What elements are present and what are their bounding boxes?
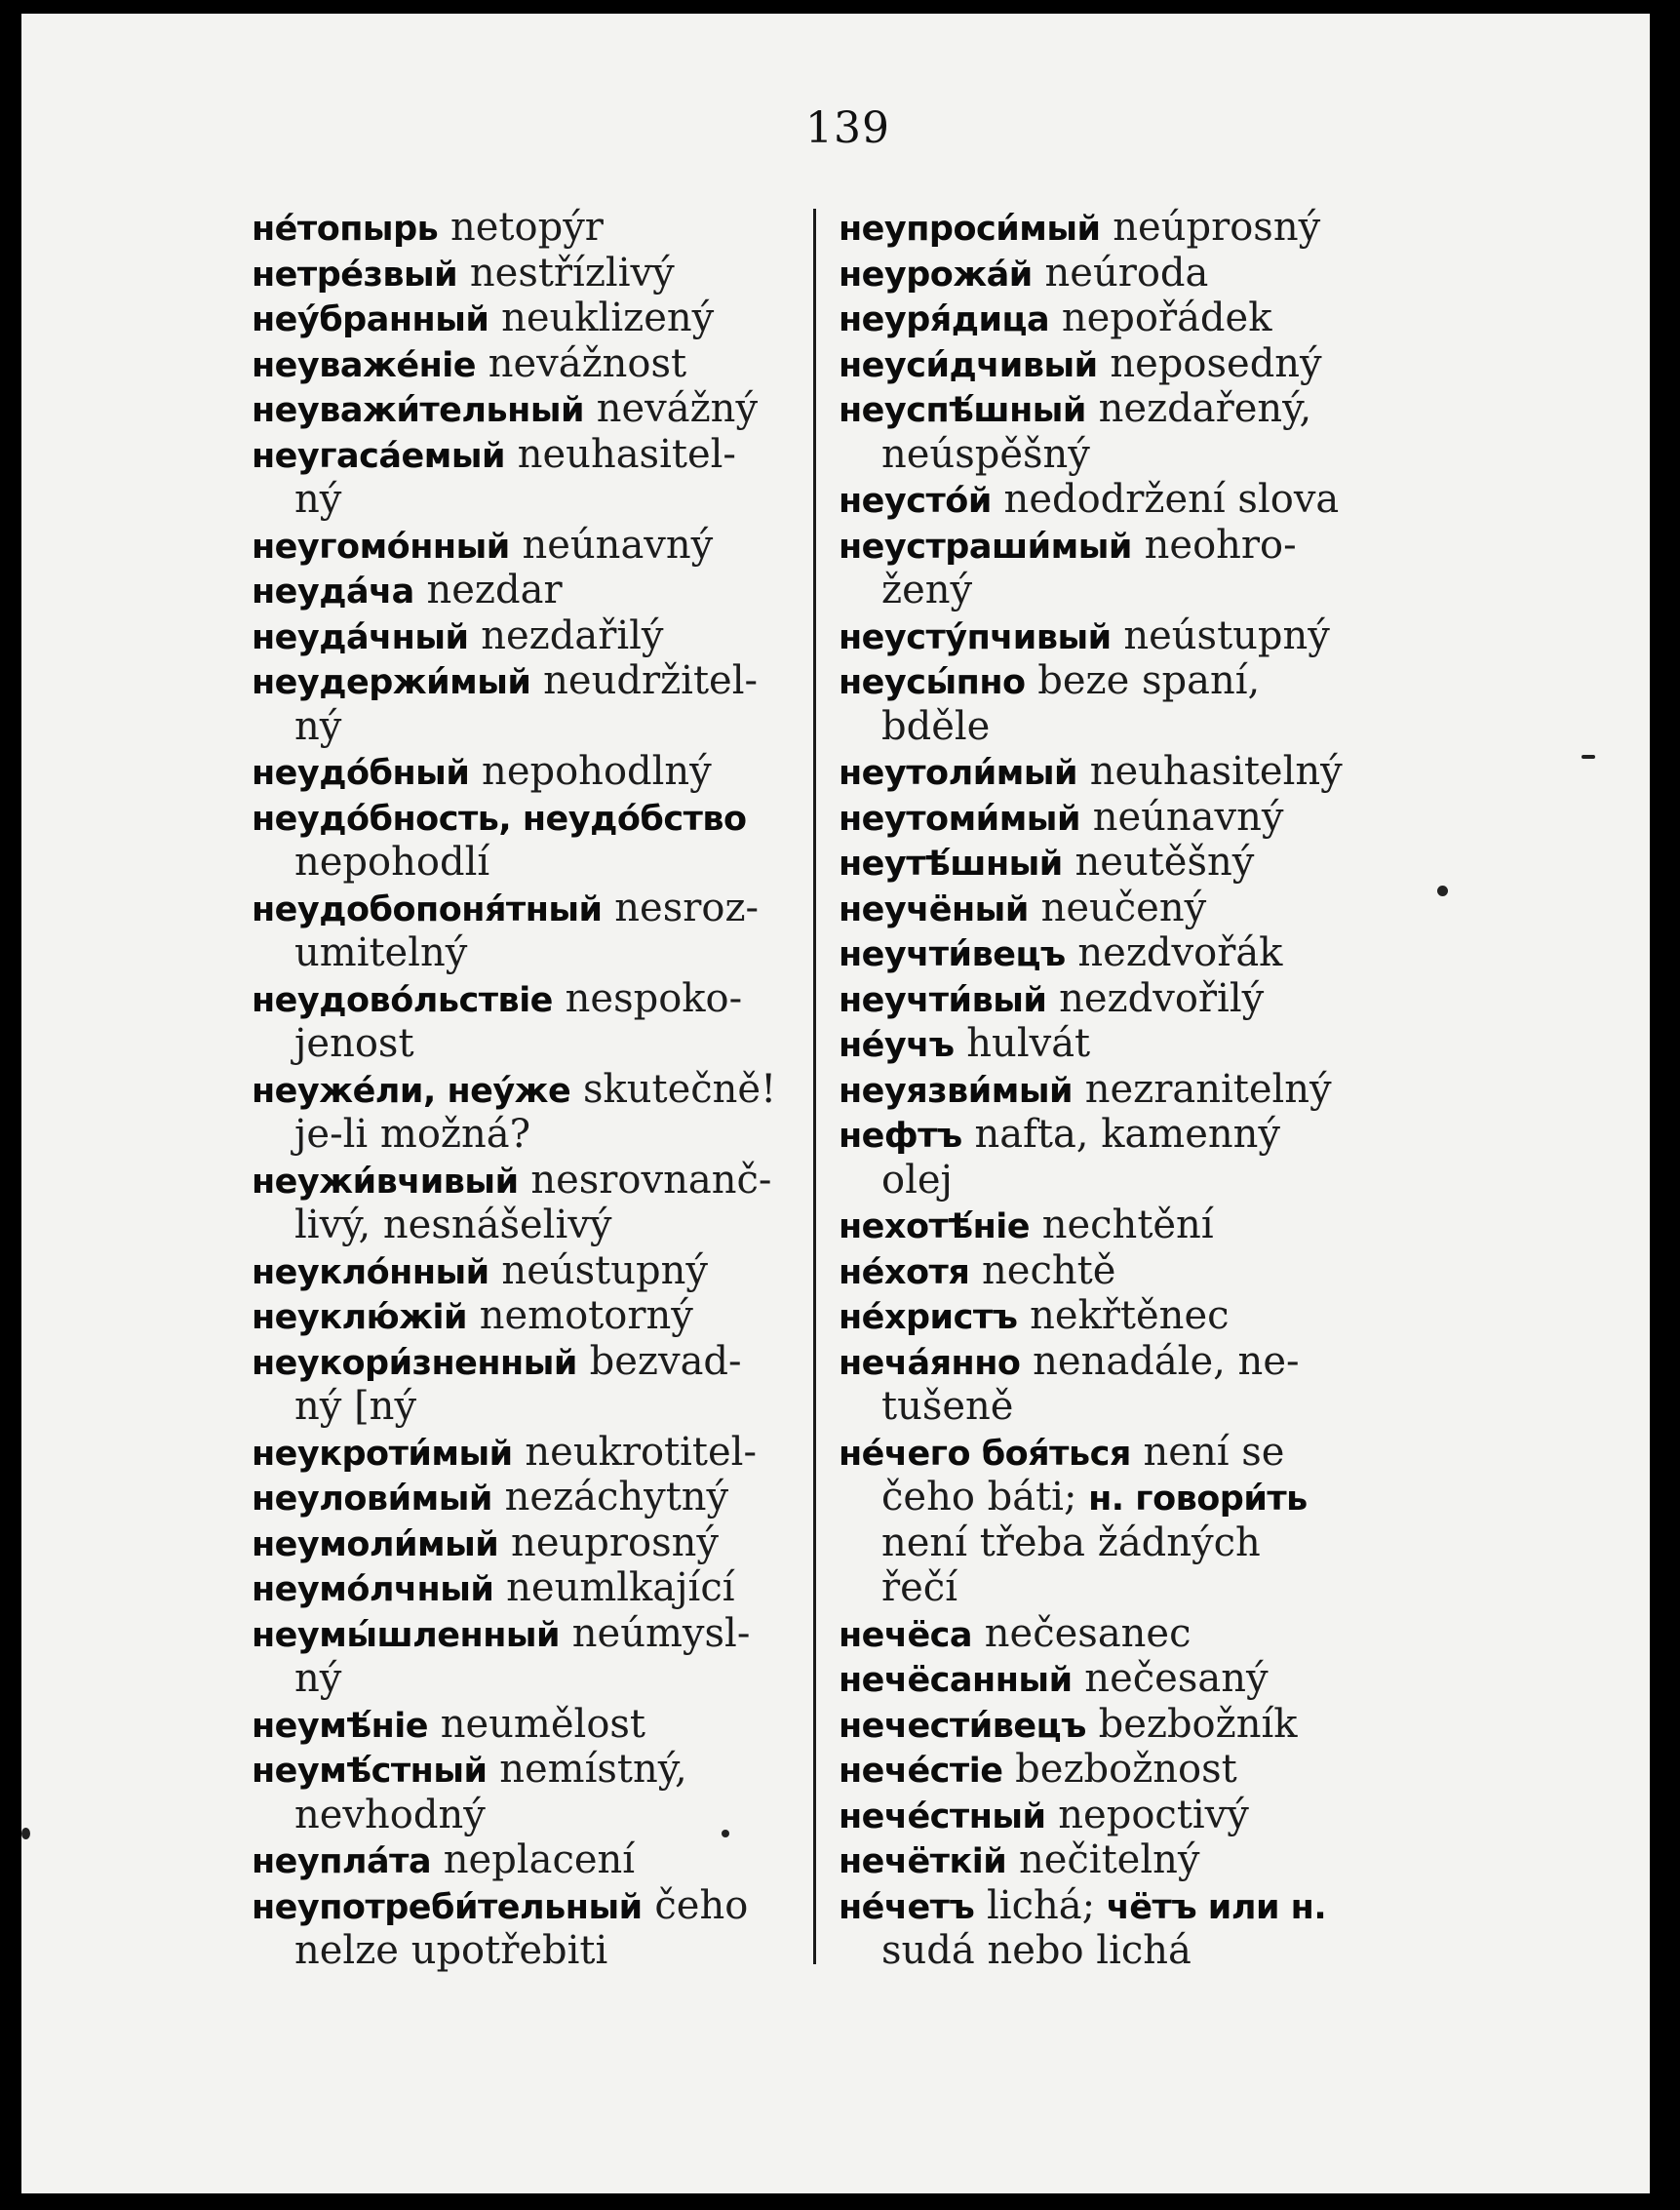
- dictionary-entry: [252, 341, 829, 387]
- translation: nepořádek: [1049, 296, 1272, 340]
- headword: нефтъ: [839, 1117, 962, 1156]
- dictionary-entry: [839, 1747, 1414, 1793]
- left-column: [252, 205, 829, 1974]
- headword: нéтопырь: [252, 210, 439, 249]
- dictionary-entry: [252, 976, 829, 1022]
- translation-continuation: tušeně: [881, 1384, 1014, 1429]
- translation: nedodržení slova: [991, 477, 1340, 522]
- translation-continuation: bděle: [881, 703, 991, 749]
- dictionary-entry: [839, 1339, 1414, 1385]
- entry-continuation-line: [252, 1656, 829, 1702]
- dictionary-entry: [839, 341, 1414, 387]
- dictionary-entry: [252, 613, 829, 659]
- headword: неудóбный: [252, 754, 470, 793]
- translation-continuation: neúspěšný: [881, 431, 1090, 477]
- right-column: [839, 205, 1414, 1974]
- translation-continuation: jenost: [294, 1021, 414, 1066]
- headword: неумóлчный: [252, 1570, 494, 1609]
- headword: неуважéніе: [252, 345, 476, 385]
- headword: нечáянно: [839, 1343, 1021, 1383]
- headword: нéхристъ: [839, 1298, 1018, 1337]
- translation: neúmysl-: [560, 1610, 751, 1656]
- translation-continuation: nevhodný: [294, 1792, 486, 1837]
- headword: нечёткій: [839, 1842, 1007, 1881]
- entry-continuation-line: [839, 568, 1414, 613]
- dictionary-entry: [839, 1248, 1414, 1294]
- headword: неучти́вый: [839, 980, 1047, 1020]
- translation-continuation: je-li možná?: [294, 1112, 531, 1157]
- page-number: 139: [805, 103, 890, 153]
- headword: нечéстный: [839, 1796, 1046, 1836]
- headword: нехотѣ́ніе: [839, 1207, 1030, 1246]
- dictionary-entry: [252, 795, 829, 841]
- dictionary-entry: [252, 1339, 829, 1385]
- headword: неумы́шленный: [252, 1615, 561, 1655]
- translation: nečesanec: [972, 1610, 1192, 1656]
- translation: netopýr: [438, 205, 604, 250]
- translation: nenadále, ne-: [1020, 1338, 1300, 1384]
- translation-continuation: ný: [294, 477, 342, 522]
- translation: nezdařený,: [1085, 386, 1312, 431]
- dictionary-entry: [252, 568, 829, 613]
- headword: неугомóнный: [252, 527, 510, 567]
- dictionary-entry: [252, 1837, 829, 1883]
- dictionary-entry: [252, 886, 829, 931]
- entry-continuation-line: [252, 1793, 829, 1838]
- headword: нéчетъ: [839, 1887, 975, 1927]
- translation: neuklizený: [488, 296, 715, 340]
- dictionary-entry: [839, 976, 1414, 1022]
- translation: nezranitelný: [1073, 1066, 1332, 1112]
- translation-continuation: livý, nesnášelivý: [294, 1203, 612, 1247]
- translation-continuation: umitelný: [294, 930, 468, 975]
- translation-continuation: nelze upotřebiti: [294, 1928, 608, 1973]
- translation: neúprosný: [1100, 205, 1321, 250]
- headword: неусы́пно: [839, 663, 1026, 702]
- translation: nevážný: [584, 386, 759, 431]
- entry-continuation-line: [839, 1475, 1414, 1520]
- dictionary-entry: [839, 613, 1414, 659]
- translation-continuation: nepohodlí: [294, 840, 490, 885]
- dictionary-entry: [839, 386, 1414, 432]
- headword: неуважи́тельный: [252, 391, 585, 430]
- headword: неуязви́мый: [839, 1071, 1073, 1111]
- dictionary-entry: [252, 1475, 829, 1520]
- translation: bezbožnost: [1002, 1747, 1237, 1792]
- headword: неугасáемый: [252, 436, 506, 476]
- dictionary-entry: [252, 658, 829, 704]
- translation-continuation: není třeba žádných: [881, 1519, 1261, 1565]
- dictionary-entry: [252, 1158, 829, 1204]
- speck-decoration: [722, 1830, 729, 1837]
- headword: неутѣ́шный: [839, 845, 1063, 884]
- dictionary-entry: [839, 1430, 1414, 1476]
- dictionary-entry: [839, 477, 1414, 523]
- headword: неукори́зненный: [252, 1343, 577, 1383]
- translation: nezdvořák: [1065, 930, 1283, 975]
- dictionary-entry: [252, 1430, 829, 1476]
- translation: beze spaní,: [1025, 658, 1261, 703]
- translation: nezdařilý: [468, 612, 664, 658]
- headword: неустýпчивый: [839, 617, 1112, 657]
- headword: неустóй: [839, 482, 992, 521]
- headword: неукроти́мый: [252, 1434, 513, 1474]
- dictionary-entry: [252, 1248, 829, 1294]
- translation: nemístný,: [487, 1747, 687, 1792]
- dictionary-entry: [252, 296, 829, 341]
- headword: неучти́вецъ: [839, 935, 1066, 974]
- dictionary-entry: [839, 840, 1414, 886]
- sub-headword: чётъ или н.: [1095, 1887, 1327, 1927]
- entry-continuation-line: [252, 1112, 829, 1158]
- headword: неуплáта: [252, 1842, 432, 1881]
- headword: неулови́мый: [252, 1480, 492, 1519]
- translation: nafta, kamenný: [961, 1112, 1281, 1157]
- entry-continuation-line: [252, 930, 829, 976]
- translation: neposedný: [1097, 340, 1322, 386]
- translation: bezvad-: [576, 1338, 742, 1384]
- headword: неумѣ́стный: [252, 1752, 488, 1791]
- dictionary-entry: [839, 658, 1414, 704]
- translation: hulvát: [954, 1021, 1091, 1066]
- translation: neuhasitelný: [1077, 749, 1343, 794]
- translation: nespoko-: [552, 975, 743, 1021]
- headword: неучёный: [839, 889, 1029, 929]
- translation-continuation: olej: [881, 1157, 953, 1203]
- headword: неужи́вчивый: [252, 1162, 519, 1202]
- dictionary-entry: [839, 1067, 1414, 1113]
- dictionary-entry: [839, 749, 1414, 795]
- headword: неумѣ́ніе: [252, 1706, 429, 1746]
- entry-continuation-line: [839, 1158, 1414, 1204]
- headword: нéчего боя́ться: [839, 1434, 1131, 1474]
- headword: неудовóльствіе: [252, 980, 553, 1020]
- dictionary-entry: [839, 523, 1414, 569]
- entry-continuation-line: [252, 1384, 829, 1430]
- headword: неупроси́мый: [839, 210, 1101, 249]
- headword: неуси́дчивый: [839, 345, 1098, 385]
- dictionary-entry: [839, 1021, 1414, 1067]
- translation: nesroz-: [602, 885, 760, 930]
- headword: неудóбность, неудóбство: [252, 799, 747, 839]
- translation: nesrovnanč-: [518, 1157, 772, 1203]
- entry-continuation-line: [252, 1928, 829, 1974]
- dictionary-entry: [839, 1793, 1414, 1838]
- headword: нéхотя: [839, 1252, 970, 1292]
- dictionary-entry: [839, 296, 1414, 341]
- dictionary-entry: [839, 1702, 1414, 1748]
- dictionary-entry: [252, 523, 829, 569]
- dictionary-entry: [252, 1883, 829, 1929]
- dictionary-entry: [839, 1837, 1414, 1883]
- headword: неудáча: [252, 572, 414, 612]
- headword: неупотреби́тельный: [252, 1887, 643, 1927]
- speck-decoration: [1437, 886, 1448, 896]
- translation-continuation: sudá nebo lichá: [881, 1928, 1192, 1973]
- headword: неуклю́жій: [252, 1298, 468, 1337]
- translation: neústupný: [1111, 612, 1330, 658]
- translation-continuation: ný: [294, 1656, 342, 1701]
- dictionary-entry: [839, 1656, 1414, 1702]
- translation: nečesaný: [1072, 1656, 1269, 1701]
- dictionary-entry: [839, 1112, 1414, 1158]
- translation-continuation: ný: [294, 703, 342, 749]
- translation: neutěšný: [1062, 840, 1255, 885]
- translation: neudržitel-: [530, 658, 758, 703]
- dictionary-page: [21, 14, 1650, 2193]
- translation: neuprosný: [498, 1519, 719, 1565]
- dictionary-entry: [839, 251, 1414, 296]
- speck-decoration: [1582, 755, 1595, 759]
- headword: неутоми́мый: [839, 799, 1080, 839]
- sub-headword: н. говори́ть: [1076, 1480, 1308, 1519]
- headword: неумоли́мый: [252, 1524, 499, 1564]
- translation-continuation: žený: [881, 568, 973, 612]
- translation: nechtění: [1030, 1203, 1214, 1247]
- headword: неудержи́мый: [252, 663, 531, 702]
- dictionary-entry: [252, 1520, 829, 1566]
- dictionary-entry: [839, 1293, 1414, 1339]
- translation: není se: [1130, 1429, 1285, 1475]
- entry-continuation-line: [839, 1520, 1414, 1566]
- dictionary-entry: [839, 1611, 1414, 1657]
- entry-continuation-line: [252, 477, 829, 523]
- entry-continuation-line: [839, 1565, 1414, 1611]
- dictionary-entry: [839, 205, 1414, 251]
- translation: neukrotitel-: [512, 1429, 757, 1475]
- dictionary-entry: [252, 386, 829, 432]
- dictionary-entry: [252, 1565, 829, 1611]
- entry-continuation-line: [839, 704, 1414, 750]
- translation: neúnavný: [509, 522, 714, 568]
- column-divider: [813, 209, 816, 1964]
- translation: neučený: [1028, 885, 1207, 930]
- translation: nepohodlný: [469, 749, 712, 794]
- dictionary-entry: [839, 1883, 1414, 1929]
- dictionary-entry: [252, 1747, 829, 1793]
- headword: неутоли́мый: [839, 754, 1078, 793]
- translation: nemotorný: [467, 1293, 693, 1338]
- headword: нечёсанный: [839, 1661, 1073, 1700]
- headword: неустраши́мый: [839, 527, 1132, 567]
- headword: нéучъ: [839, 1026, 955, 1065]
- translation: neuhasitel-: [505, 431, 736, 477]
- translation: neohro-: [1131, 522, 1297, 568]
- translation: nepoctivý: [1045, 1792, 1249, 1837]
- translation: nechtě: [969, 1247, 1116, 1293]
- translation: skutečně!: [570, 1066, 777, 1112]
- translation: nečitelný: [1006, 1837, 1200, 1882]
- dictionary-entry: [839, 795, 1414, 841]
- translation-continuation: ný [ný: [294, 1384, 417, 1429]
- headword: нечести́вецъ: [839, 1706, 1086, 1746]
- speck-decoration: [21, 1828, 30, 1839]
- entry-continuation-line: [252, 704, 829, 750]
- dictionary-entry: [252, 749, 829, 795]
- dictionary-entry: [252, 251, 829, 296]
- translation: neústupný: [488, 1247, 708, 1293]
- dictionary-entry: [252, 1293, 829, 1339]
- dictionary-entry: [252, 1611, 829, 1657]
- translation-continuation: čeho báti;: [881, 1475, 1077, 1519]
- entry-continuation-line: [252, 1021, 829, 1067]
- dictionary-entry: [252, 205, 829, 251]
- translation: nezáchytný: [491, 1475, 729, 1519]
- entry-continuation-line: [839, 1384, 1414, 1430]
- translation: nezdvořilý: [1046, 975, 1265, 1021]
- translation: nezdar: [413, 568, 563, 612]
- dictionary-entry: [839, 886, 1414, 931]
- entry-continuation-line: [839, 1928, 1414, 1974]
- dictionary-entry: [252, 1067, 829, 1113]
- headword: неужéли, неýже: [252, 1071, 571, 1111]
- headword: неурожáй: [839, 255, 1033, 295]
- translation: neumělost: [428, 1701, 646, 1747]
- headword: неуря́дица: [839, 300, 1050, 339]
- dictionary-entry: [252, 1702, 829, 1748]
- translation: neplacení: [431, 1837, 636, 1882]
- headword: нечéстіе: [839, 1752, 1003, 1791]
- translation: nekřtěnec: [1017, 1293, 1230, 1338]
- translation: nevážnost: [476, 340, 687, 386]
- translation: neumlkající: [493, 1565, 735, 1610]
- entry-continuation-line: [252, 840, 829, 886]
- headword: неуспѣ́шный: [839, 391, 1086, 430]
- translation: bezbožník: [1085, 1701, 1298, 1747]
- dictionary-entry: [839, 930, 1414, 976]
- translation: čeho: [642, 1882, 749, 1928]
- translation: neúnavný: [1079, 794, 1284, 840]
- headword: неýбранный: [252, 300, 489, 339]
- entry-continuation-line: [252, 1203, 829, 1248]
- translation: neúroda: [1032, 250, 1209, 296]
- dictionary-entry: [252, 432, 829, 478]
- headword: неудáчный: [252, 617, 469, 657]
- headword: неуклóнный: [252, 1252, 489, 1292]
- translation: nestřízlivý: [457, 250, 675, 296]
- headword: нетрéзвый: [252, 255, 458, 295]
- headword: неудобопоня́тный: [252, 889, 603, 929]
- translation-continuation: řečí: [881, 1565, 957, 1610]
- headword: нечёса: [839, 1615, 973, 1655]
- entry-continuation-line: [839, 432, 1414, 478]
- translation: lichá;: [974, 1882, 1096, 1928]
- dictionary-entry: [839, 1203, 1414, 1248]
